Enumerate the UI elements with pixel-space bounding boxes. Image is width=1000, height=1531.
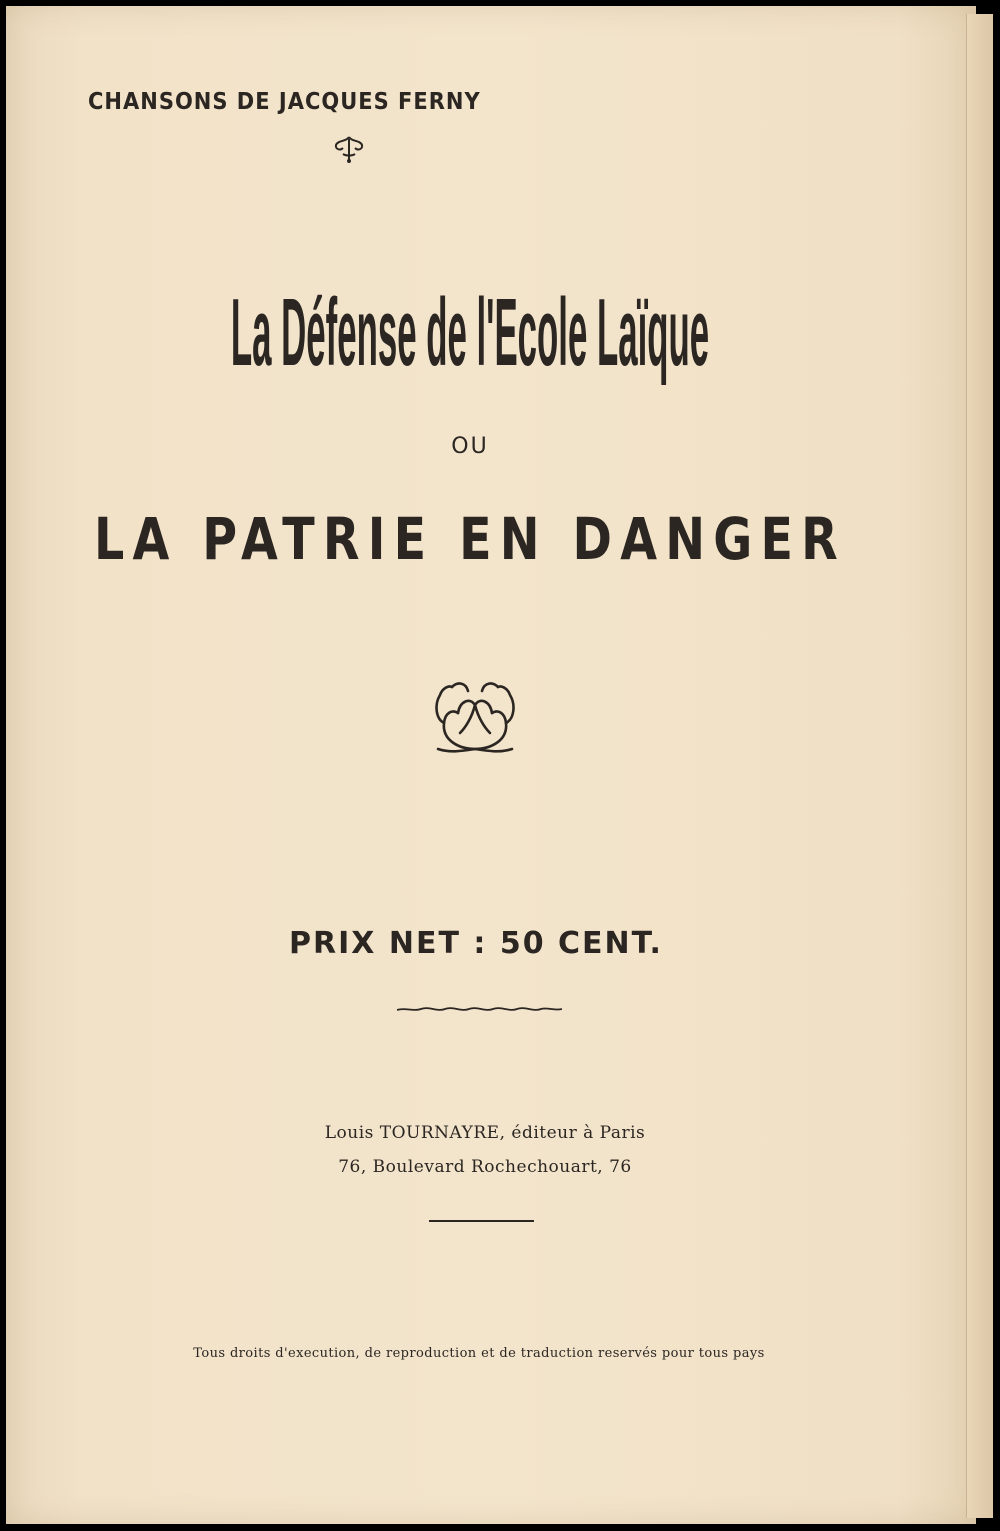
wavy-divider-line-icon: [397, 1002, 562, 1016]
publisher-name: Louis TOURNAYRE, éditeur à Paris: [324, 1123, 646, 1143]
series-heading: CHANSONS DE JACQUES FERNY: [88, 88, 481, 115]
straight-divider-line-icon: [429, 1220, 534, 1222]
price-label: PRIX NET : 50 CENT.: [289, 926, 663, 961]
small-fleuron-ornament-icon: [332, 134, 366, 164]
rights-notice: Tous droits d'execution, de reproduction et de traduction reservés pour tous pays: [193, 1346, 765, 1361]
publisher-address: 76, Boulevard Rochechouart, 76: [338, 1157, 632, 1177]
subtitle: LA PATRIE EN DANGER: [94, 505, 846, 573]
booklet-cover: [6, 6, 976, 1524]
page-edge: [966, 14, 993, 1518]
floral-vignette-ornament-icon: [430, 675, 520, 757]
title-connector: OU: [451, 434, 489, 459]
main-title: La Défense de l'Ecole Laïque: [230, 278, 710, 386]
